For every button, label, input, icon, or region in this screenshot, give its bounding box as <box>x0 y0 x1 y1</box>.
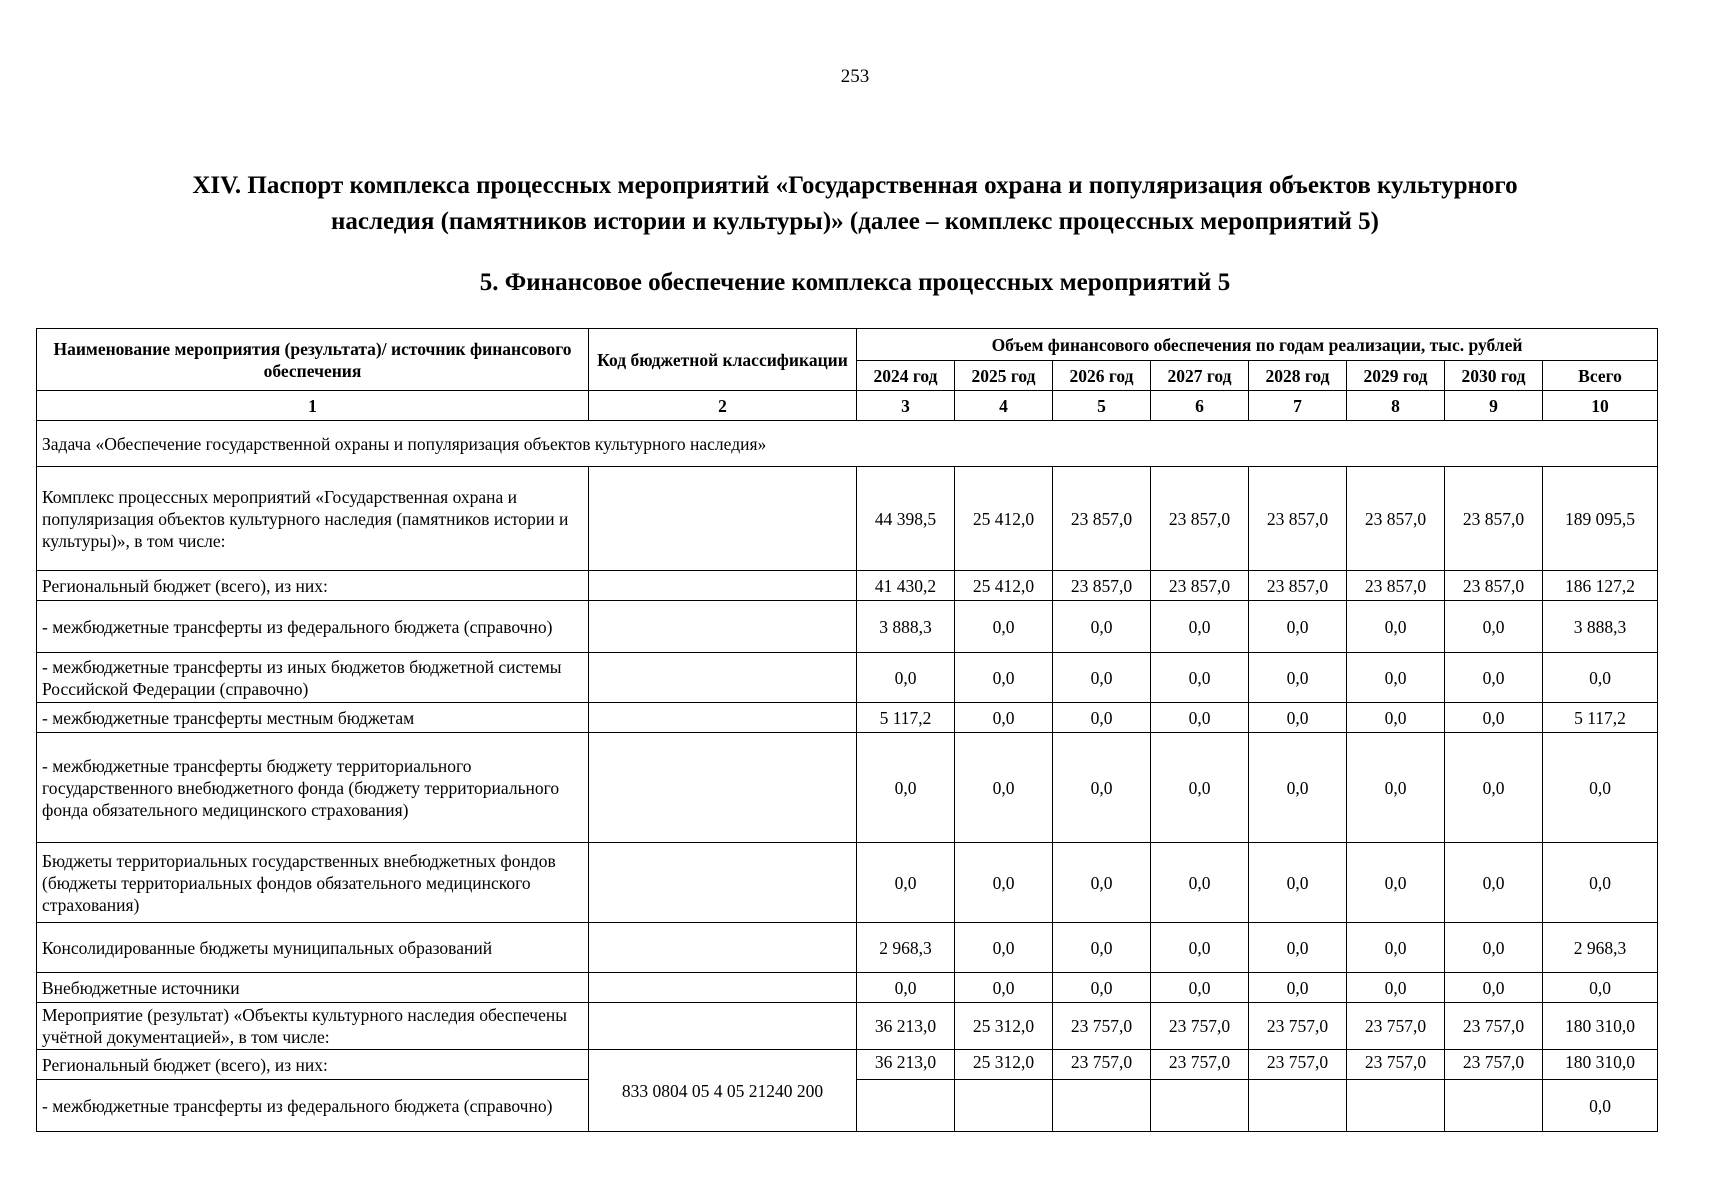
table-row <box>37 1003 1658 1050</box>
table-row <box>37 601 1658 653</box>
row-value: 0,0 <box>1249 923 1347 973</box>
row-value: 0,0 <box>955 843 1053 923</box>
row-value: 0,0 <box>857 973 955 1003</box>
row-value: 0,0 <box>1249 843 1347 923</box>
row-value: 0,0 <box>1347 601 1445 653</box>
row-code <box>589 973 857 1003</box>
row-value: 25 312,0 <box>955 1050 1053 1080</box>
column-number: 2 <box>589 391 857 421</box>
row-value: 0,0 <box>1053 733 1151 843</box>
column-number: 3 <box>857 391 955 421</box>
row-value: 0,0 <box>1249 703 1347 733</box>
header-year: 2029 год <box>1347 361 1445 391</box>
row-total: 0,0 <box>1543 973 1658 1003</box>
row-value: 0,0 <box>1445 653 1543 703</box>
row-value: 0,0 <box>955 601 1053 653</box>
header-year: 2027 год <box>1151 361 1249 391</box>
row-value: 25 412,0 <box>955 571 1053 601</box>
row-value: 23 857,0 <box>1347 571 1445 601</box>
row-value: 0,0 <box>1445 843 1543 923</box>
row-value: 23 857,0 <box>1249 467 1347 571</box>
row-value: 0,0 <box>1151 653 1249 703</box>
table-row <box>37 703 1658 733</box>
table-row <box>37 733 1658 843</box>
row-value: 0,0 <box>1347 733 1445 843</box>
row-total: 0,0 <box>1543 653 1658 703</box>
row-code <box>589 923 857 973</box>
main-title-line1: XIV. Паспорт комплекса процессных мероприятий «Государственная охрана и популяризация объектов культурного <box>192 172 1518 199</box>
row-value: 0,0 <box>1053 923 1151 973</box>
row-value: 0,0 <box>1053 843 1151 923</box>
column-number: 9 <box>1445 391 1543 421</box>
column-number: 4 <box>955 391 1053 421</box>
section-title: 5. Финансовое обеспечение комплекса процессных мероприятий 5 <box>479 269 1231 296</box>
row-value: 0,0 <box>1249 601 1347 653</box>
row-name: - межбюджетные трансферты из иных бюджетов бюджетной системы Российской Федерации (справочно) <box>37 653 589 703</box>
row-value: 44 398,5 <box>857 467 955 571</box>
row-value <box>1053 1080 1151 1132</box>
row-value: 23 857,0 <box>1053 571 1151 601</box>
row-value: 23 757,0 <box>1347 1003 1445 1050</box>
row-value: 25 412,0 <box>955 467 1053 571</box>
row-name: - межбюджетные трансферты бюджету территориального государственного внебюджетного фонда (бюджету территориального фонда обязательного медицинского страхования) <box>37 733 589 843</box>
row-value: 0,0 <box>1151 973 1249 1003</box>
row-value: 23 857,0 <box>1151 467 1249 571</box>
row-total: 0,0 <box>1543 1080 1658 1132</box>
main-title <box>60 168 1650 240</box>
row-value: 23 757,0 <box>1445 1050 1543 1080</box>
row-code <box>589 843 857 923</box>
column-numbers-row <box>37 391 1658 421</box>
financing-table <box>36 328 1658 1132</box>
row-value: 23 857,0 <box>1445 467 1543 571</box>
row-value: 23 757,0 <box>1053 1050 1151 1080</box>
row-value: 0,0 <box>1445 973 1543 1003</box>
header-year: 2024 год <box>857 361 955 391</box>
row-value: 0,0 <box>857 733 955 843</box>
row-value: 0,0 <box>1347 653 1445 703</box>
table-row <box>37 973 1658 1003</box>
header-year: 2030 год <box>1445 361 1543 391</box>
header-total: Всего <box>1543 361 1658 391</box>
row-value: 23 857,0 <box>1249 571 1347 601</box>
table-row <box>37 843 1658 923</box>
row-code <box>589 601 857 653</box>
row-value: 0,0 <box>1151 843 1249 923</box>
table-row <box>37 571 1658 601</box>
row-value <box>955 1080 1053 1132</box>
header-code-col: Код бюджетной классификации <box>589 329 857 391</box>
row-value: 0,0 <box>955 733 1053 843</box>
row-value: 36 213,0 <box>857 1003 955 1050</box>
row-total: 180 310,0 <box>1543 1003 1658 1050</box>
row-total: 189 095,5 <box>1543 467 1658 571</box>
row-value: 0,0 <box>955 923 1053 973</box>
row-value: 23 757,0 <box>1347 1050 1445 1080</box>
row-name: Бюджеты территориальных государственных внебюджетных фондов (бюджеты территориальных фондов обязательного медицинского страхования) <box>37 843 589 923</box>
row-name: Региональный бюджет (всего), из них: <box>37 571 589 601</box>
column-number: 8 <box>1347 391 1445 421</box>
row-value: 0,0 <box>1053 973 1151 1003</box>
row-value: 36 213,0 <box>857 1050 955 1080</box>
row-value: 0,0 <box>1249 733 1347 843</box>
row-total: 2 968,3 <box>1543 923 1658 973</box>
row-value <box>1249 1080 1347 1132</box>
column-number: 5 <box>1053 391 1151 421</box>
row-name: Комплекс процессных мероприятий «Государственная охрана и популяризация объектов культурного наследия (памятников истории и культуры)», в том числе: <box>37 467 589 571</box>
row-code <box>589 653 857 703</box>
row-value: 0,0 <box>1445 601 1543 653</box>
row-code <box>589 1003 857 1050</box>
row-value: 0,0 <box>955 653 1053 703</box>
header-name-col: Наименование мероприятия (результата)/ источник финансового обеспечения <box>37 329 589 391</box>
row-value: 0,0 <box>955 973 1053 1003</box>
row-value: 23 757,0 <box>1053 1003 1151 1050</box>
row-value: 0,0 <box>1347 843 1445 923</box>
row-value <box>1347 1080 1445 1132</box>
main-title-line2: наследия (памятников истории и культуры)» (далее – комплекс процессных мероприятий 5) <box>330 208 1380 235</box>
row-name: Региональный бюджет (всего), из них: <box>37 1050 589 1080</box>
row-value: 0,0 <box>1151 601 1249 653</box>
header-year: 2026 год <box>1053 361 1151 391</box>
row-value: 23 757,0 <box>1445 1003 1543 1050</box>
row-name: - межбюджетные трансферты местным бюджетам <box>37 703 589 733</box>
row-value: 0,0 <box>1053 653 1151 703</box>
row-total: 0,0 <box>1543 733 1658 843</box>
task-title: Задача «Обеспечение государственной охраны и популяризация объектов культурного наследия» <box>37 421 1658 467</box>
row-value: 23 857,0 <box>1053 467 1151 571</box>
row-name: Консолидированные бюджеты муниципальных образований <box>37 923 589 973</box>
header-volume-group: Объем финансового обеспечения по годам реализации, тыс. рублей <box>857 329 1658 361</box>
row-value: 23 757,0 <box>1249 1003 1347 1050</box>
row-value: 0,0 <box>857 653 955 703</box>
row-value: 0,0 <box>1053 703 1151 733</box>
row-value: 0,0 <box>1445 923 1543 973</box>
row-value: 0,0 <box>857 843 955 923</box>
row-value: 0,0 <box>955 703 1053 733</box>
row-value <box>1151 1080 1249 1132</box>
row-value: 2 968,3 <box>857 923 955 973</box>
row-value: 23 757,0 <box>1151 1003 1249 1050</box>
row-name: Мероприятие (результат) «Объекты культурного наследия обеспечены учётной документацией», в том числе: <box>37 1003 589 1050</box>
row-value: 3 888,3 <box>857 601 955 653</box>
row-code <box>589 703 857 733</box>
column-number: 1 <box>37 391 589 421</box>
row-value: 0,0 <box>1249 973 1347 1003</box>
table-row <box>37 467 1658 571</box>
table-row <box>37 1050 1658 1080</box>
row-value: 25 312,0 <box>955 1003 1053 1050</box>
row-code <box>589 467 857 571</box>
row-value: 23 757,0 <box>1249 1050 1347 1080</box>
row-value <box>1445 1080 1543 1132</box>
row-total: 180 310,0 <box>1543 1050 1658 1080</box>
row-value: 0,0 <box>1249 653 1347 703</box>
row-value: 0,0 <box>1347 973 1445 1003</box>
row-value: 0,0 <box>1053 601 1151 653</box>
row-value: 0,0 <box>1151 703 1249 733</box>
row-total: 186 127,2 <box>1543 571 1658 601</box>
row-name: Внебюджетные источники <box>37 973 589 1003</box>
row-code <box>589 571 857 601</box>
row-value: 0,0 <box>1445 733 1543 843</box>
row-value: 0,0 <box>1151 923 1249 973</box>
row-value: 41 430,2 <box>857 571 955 601</box>
row-value: 0,0 <box>1347 923 1445 973</box>
row-total: 5 117,2 <box>1543 703 1658 733</box>
row-value: 0,0 <box>1151 733 1249 843</box>
row-value: 0,0 <box>1347 703 1445 733</box>
row-value: 23 757,0 <box>1151 1050 1249 1080</box>
table-row <box>37 923 1658 973</box>
row-code: 833 0804 05 4 05 21240 200 <box>589 1050 857 1132</box>
row-code <box>589 733 857 843</box>
row-value: 23 857,0 <box>1445 571 1543 601</box>
row-value: 23 857,0 <box>1151 571 1249 601</box>
header-year: 2028 год <box>1249 361 1347 391</box>
row-value: 0,0 <box>1445 703 1543 733</box>
row-value: 23 857,0 <box>1347 467 1445 571</box>
table-row <box>37 653 1658 703</box>
row-total: 3 888,3 <box>1543 601 1658 653</box>
row-value: 5 117,2 <box>857 703 955 733</box>
row-name: - межбюджетные трансферты из федерального бюджета (справочно) <box>37 1080 589 1132</box>
row-total: 0,0 <box>1543 843 1658 923</box>
column-number: 10 <box>1543 391 1658 421</box>
column-number: 6 <box>1151 391 1249 421</box>
row-name: - межбюджетные трансферты из федерального бюджета (справочно) <box>37 601 589 653</box>
column-number: 7 <box>1249 391 1347 421</box>
header-year: 2025 год <box>955 361 1053 391</box>
data-rows <box>37 467 1658 1132</box>
row-value <box>857 1080 955 1132</box>
page-number: 253 <box>840 66 870 87</box>
task-row <box>37 421 1658 467</box>
